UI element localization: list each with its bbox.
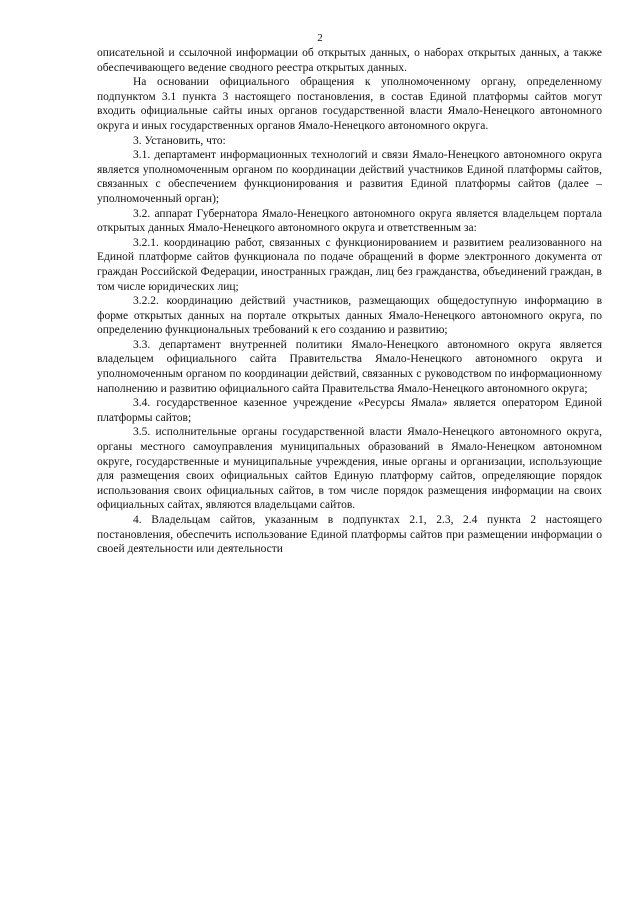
paragraph-official-request: На основании официального обращения к уполномоченному органу, определенному подпунктом 3.1 пункта 3 настоящего постановления, в состав Единой платформы сайтов могут входить официальные сайты иных органов государственной власти Ямало-Ненецкого автономного округа и иных государственных органов Ямало-Ненецкого автономного округа. (97, 76, 602, 132)
paragraph-clause-3-4: 3.4. государственное казенное учреждение «Ресурсы Ямала» является оператором Единой платформы сайтов; (97, 397, 602, 424)
paragraph-clause-3-2-1: 3.2.1. координацию работ, связанных с функционированием и развитием реализованного на Единой платформе сайтов функционала по подаче обращений в форме электронного документа от граждан Российской Федерации, иностранных граждан, лиц без гражданства, объединений граждан, в том числе юридических лиц; (97, 236, 602, 293)
paragraph-clause-3-5: 3.5. исполнительные органы государственной власти Ямало-Ненецкого автономного округа, органы местного самоуправления муниципальных образований в Ямало-Ненецком автономном округе, государственные и муниципальные учреждения, иные органы и организации, использующие для размещения своих официальных сайтов Единую платформу сайтов, определяющие порядок использования своих официальных сайтов, в том числе порядок размещения информации на своих официальных сайтах, являются владельцами сайтов. (97, 426, 602, 512)
paragraph-clause-3-2-2: 3.2.2. координацию действий участников, размещающих общедоступную информацию в форме открытых данных на портале открытых данных Ямало-Ненецкого автономного округа, по определению функциональных требований к его созданию и развитию; (97, 295, 602, 337)
paragraph-clause-3-1: 3.1. департамент информационных технологий и связи Ямало-Ненецкого автономного округа является уполномоченным органом по координации действий участников Единой платформы сайтов, связанных с обеспечением функционирования и развития Единой платформы сайтов (далее – уполномоченный орган); (97, 149, 602, 205)
page-number: 2 (317, 32, 323, 44)
paragraph-clause-4: 4. Владельцам сайтов, указанным в подпунктах 2.1, 2.3, 2.4 пункта 2 настоящего постановления, обеспечить использование Единой платформы сайтов при размещении информации о своей деятельности или деятельности (97, 514, 602, 556)
paragraph-continuation: описательной и ссылочной информации об открытых данных, о наборах открытых данных, а также обеспечивающего ведение сводного реестра открытых данных. (97, 47, 602, 74)
paragraph-clause-3-2: 3.2. аппарат Губернатора Ямало-Ненецкого автономного округа является владельцем портала открытых данных Ямало-Ненецкого автономного округа и ответственным за: (97, 207, 602, 235)
document-body (97, 46, 602, 557)
paragraph-clause-3-3: 3.3. департамент внутренней политики Ямало-Ненецкого автономного округа является владельцем официального сайта Правительства Ямало-Ненецкого автономного округа и уполномоченным органом по координации действий, связанных с руководством по информационному наполнению и развитию официального сайта Правительства Ямало-Ненецкого автономного округа; (97, 338, 602, 395)
paragraph-clause-3: 3. Установить, что: (133, 134, 226, 147)
